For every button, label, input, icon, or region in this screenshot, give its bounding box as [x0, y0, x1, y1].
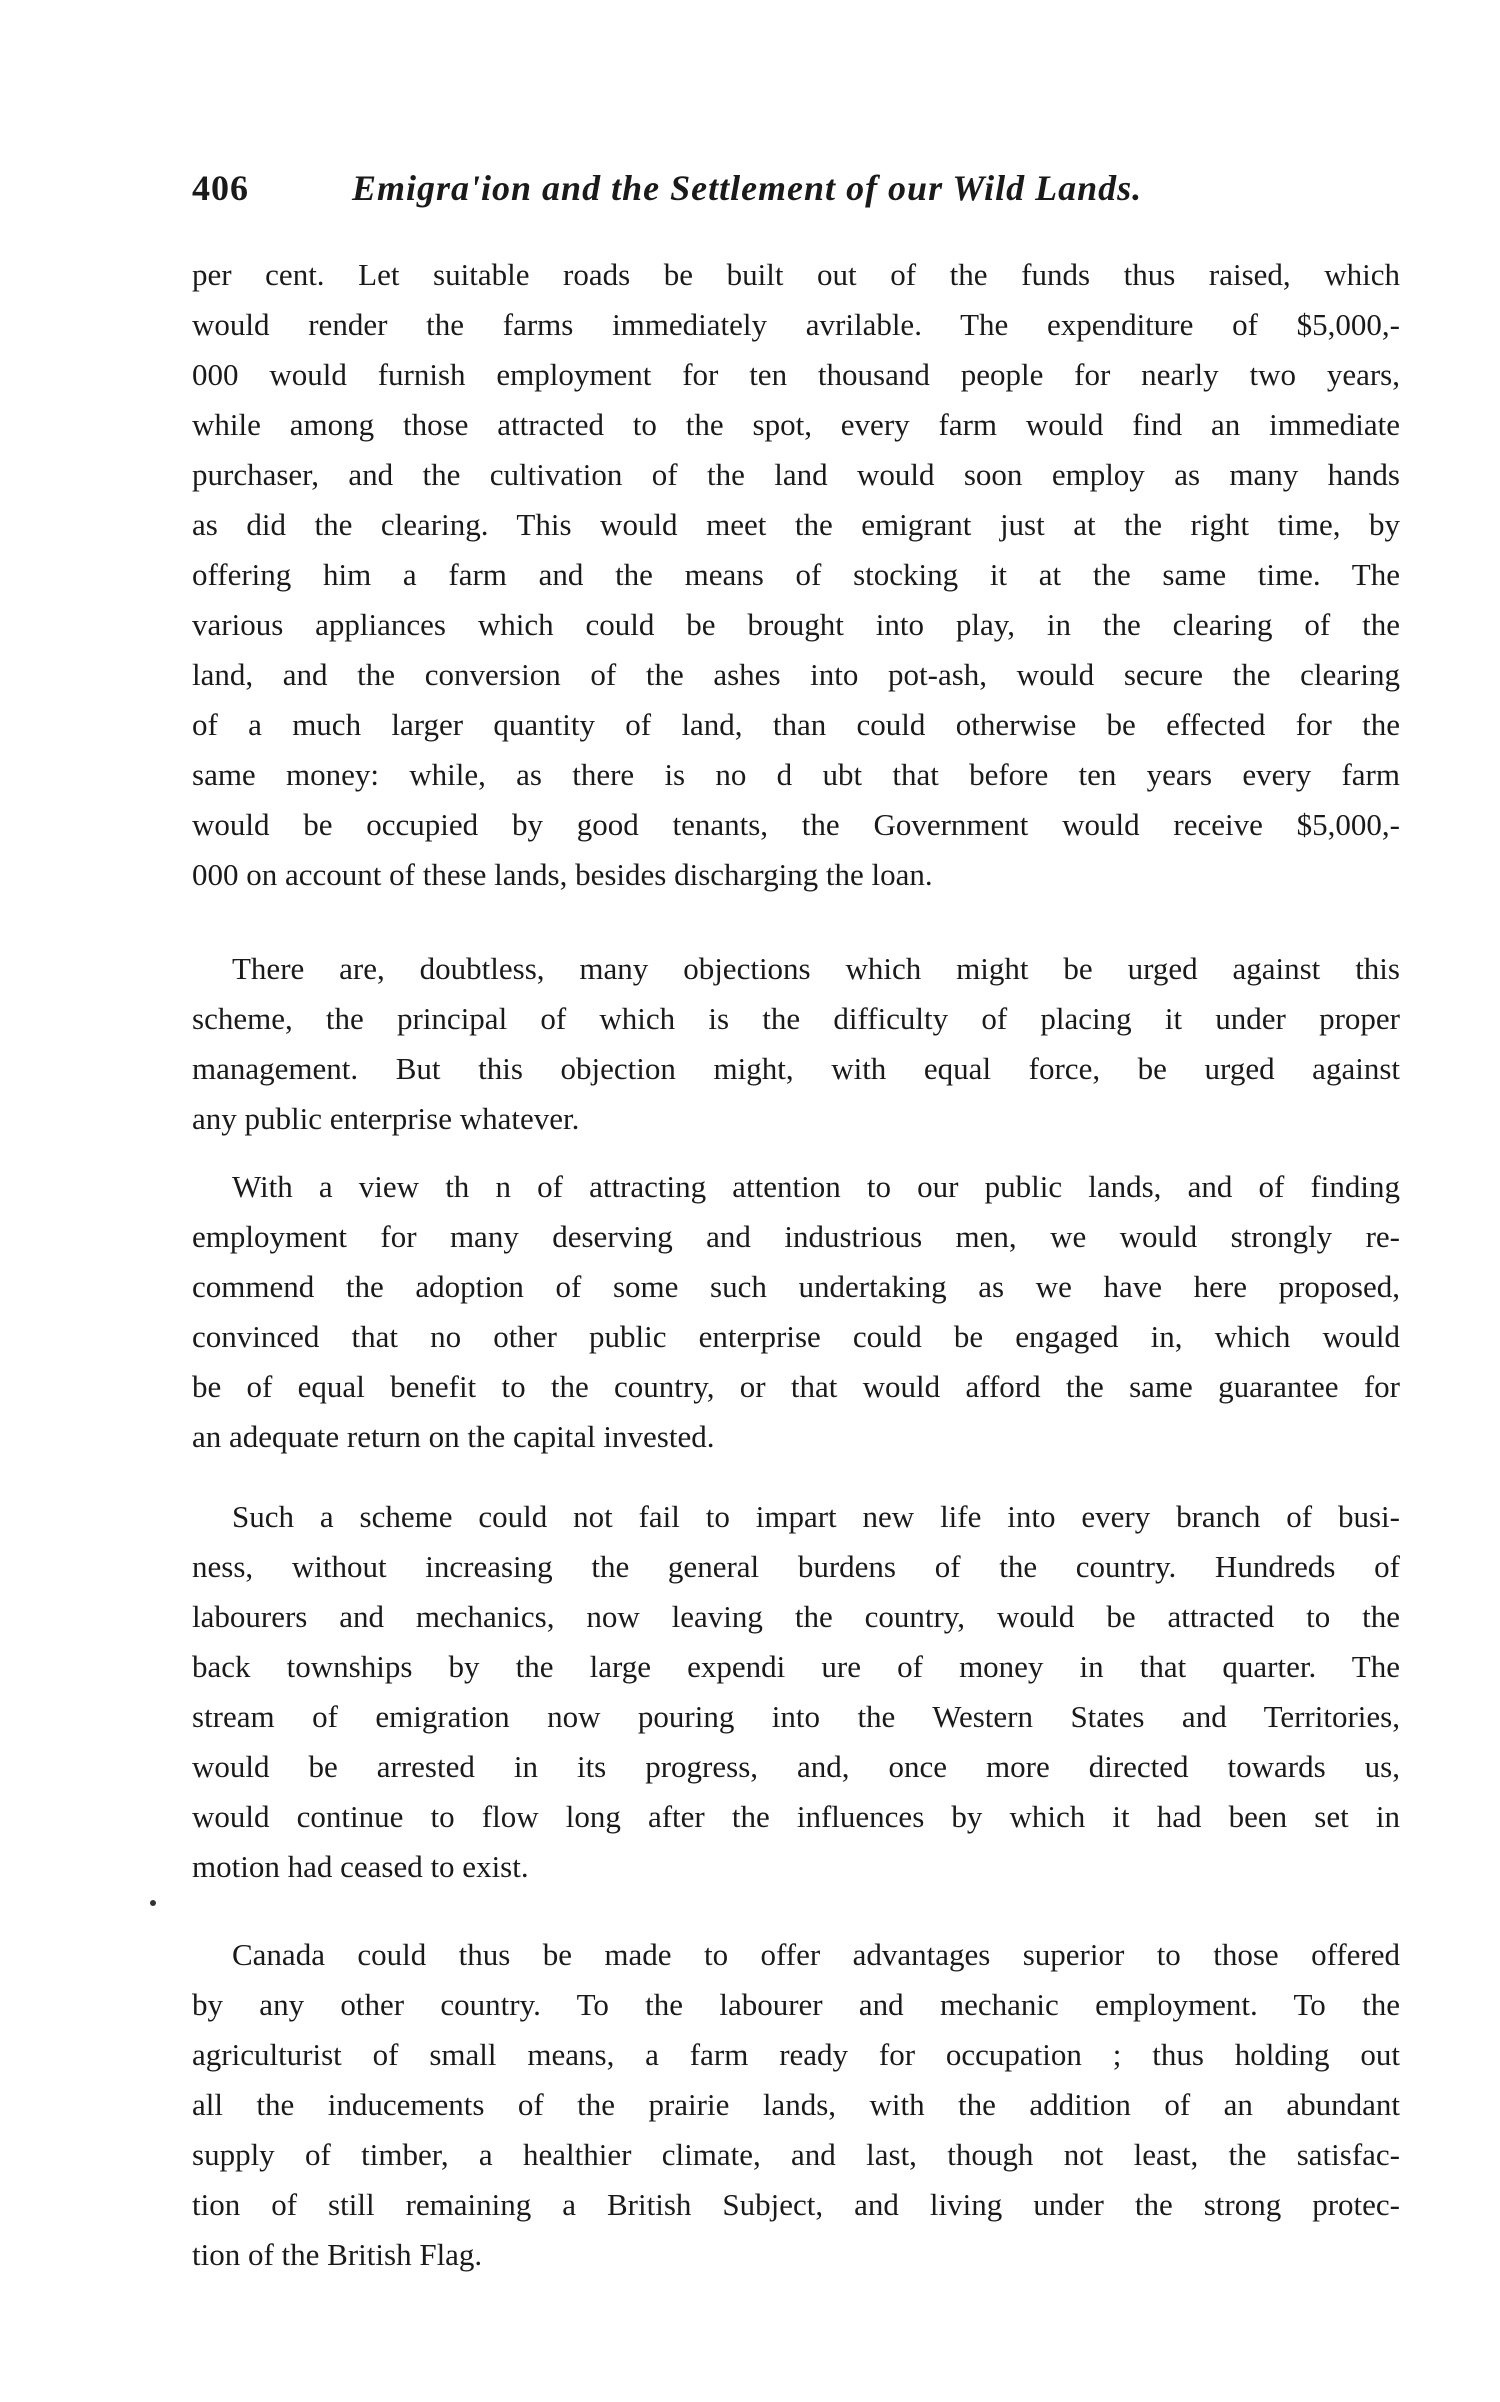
stray-mark: [150, 1900, 156, 1906]
text-line: Canada could thus be made to offer advantages superior to those offered: [232, 1937, 1400, 1972]
page-header: [192, 160, 1392, 216]
text-line: 000 on account of these lands, besides discharging the loan.: [192, 857, 933, 892]
text-line: labourers and mechanics, now leaving the country, would be attracted to the: [192, 1599, 1400, 1634]
text-line: commend the adoption of some such undertaking as we have here proposed,: [192, 1269, 1400, 1304]
text-line: same money: while, as there is no d ubt that before ten years every farm: [192, 757, 1400, 792]
text-line: supply of timber, a healthier climate, and last, though not least, the satisfac-: [192, 2137, 1400, 2172]
text-line: various appliances which could be brought into play, in the clearing of the: [192, 607, 1400, 642]
text-line: scheme, the principal of which is the difficulty of placing it under proper: [192, 1001, 1400, 1036]
text-line: management. But this objection might, with equal force, be urged against: [192, 1051, 1400, 1086]
text-line: would continue to flow long after the influences by which it had been set in: [192, 1799, 1400, 1834]
text-line: land, and the conversion of the ashes into pot-ash, would secure the clearing: [192, 657, 1400, 692]
text-line: by any other country. To the labourer and mechanic employment. To the: [192, 1987, 1400, 2022]
text-line: back townships by the large expendi ure of money in that quarter. The: [192, 1649, 1400, 1684]
text-line: an adequate return on the capital invested.: [192, 1419, 715, 1454]
page-number: 406: [192, 168, 249, 208]
text-line: per cent. Let suitable roads be built out of the funds thus raised, which: [192, 257, 1400, 292]
text-line: of a much larger quantity of land, than could otherwise be effected for the: [192, 707, 1400, 742]
text-line: would be arrested in its progress, and, once more directed towards us,: [192, 1749, 1400, 1784]
text-line: tion of the British Flag.: [192, 2237, 483, 2272]
running-title: Emigra'ion and the Settlement of our Wild Lands.: [352, 168, 1143, 208]
text-line: would render the farms immediately avrilable. The expenditure of $5,000,-: [192, 307, 1400, 342]
text-line: motion had ceased to exist.: [192, 1849, 529, 1884]
text-line: With a view th n of attracting attention to our public lands, and of finding: [232, 1169, 1400, 1204]
paragraph-5: [192, 1930, 1400, 2280]
text-line: tion of still remaining a British Subject, and living under the strong protec-: [192, 2187, 1400, 2222]
text-line: There are, doubtless, many objections which might be urged against this: [232, 951, 1400, 986]
text-line: as did the clearing. This would meet the emigrant just at the right time, by: [192, 507, 1400, 542]
text-line: offering him a farm and the means of stocking it at the same time. The: [192, 557, 1400, 592]
text-line: 000 would furnish employment for ten thousand people for nearly two years,: [192, 357, 1400, 392]
text-line: while among those attracted to the spot, every farm would find an immediate: [192, 407, 1400, 442]
text-line: any public enterprise whatever.: [192, 1101, 580, 1136]
paragraph-3: [192, 1162, 1400, 1462]
text-line: be of equal benefit to the country, or that would afford the same guarantee for: [192, 1369, 1400, 1404]
text-line: agriculturist of small means, a farm ready for occupation ; thus holding out: [192, 2037, 1400, 2072]
text-line: all the inducements of the prairie lands, with the addition of an abundant: [192, 2087, 1400, 2122]
text-line: would be occupied by good tenants, the Government would receive $5,000,-: [192, 807, 1400, 842]
text-line: purchaser, and the cultivation of the land would soon employ as many hands: [192, 457, 1400, 492]
text-line: Such a scheme could not fail to impart new life into every branch of busi-: [232, 1499, 1400, 1534]
paragraph-2: [192, 944, 1400, 1144]
text-line: convinced that no other public enterprise could be engaged in, which would: [192, 1319, 1400, 1354]
text-line: stream of emigration now pouring into the Western States and Territories,: [192, 1699, 1400, 1734]
text-line: ness, without increasing the general burdens of the country. Hundreds of: [192, 1549, 1400, 1584]
text-line: employment for many deserving and industrious men, we would strongly re-: [192, 1219, 1400, 1254]
paragraph-1: [192, 250, 1400, 900]
paragraph-4: [192, 1492, 1400, 1892]
